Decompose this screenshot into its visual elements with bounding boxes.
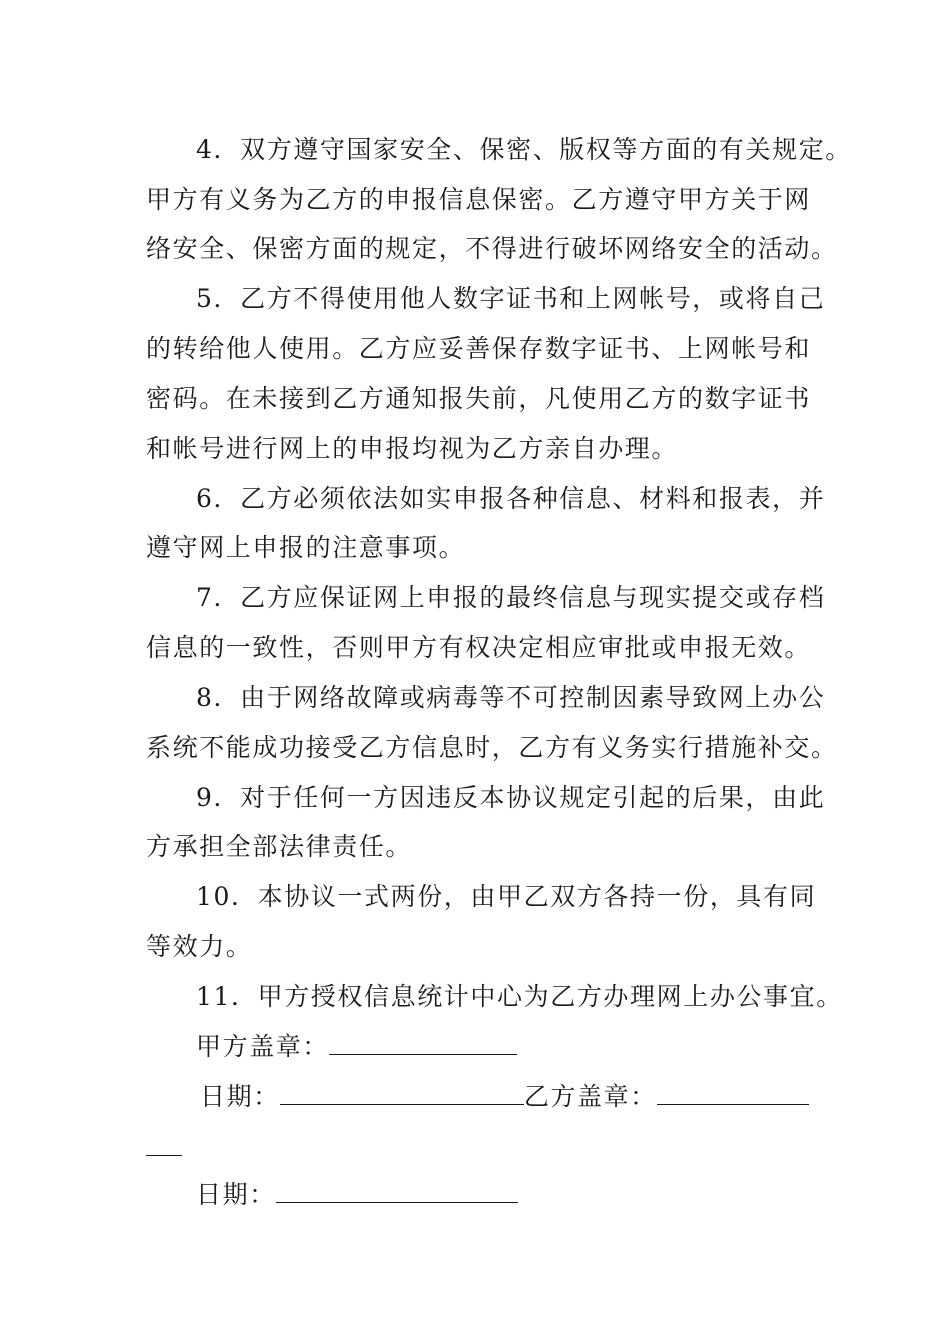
clause-6-line-2: 遵守网上申报的注意事项。 — [146, 533, 466, 562]
clause-10-line-2: 等效力。 — [146, 932, 253, 961]
date-row-2 — [196, 1178, 518, 1212]
clause-5-line-3: 密码。在未接到乙方通知报失前，凡使用乙方的数字证书 — [146, 384, 812, 413]
date-1-blank[interactable] — [280, 1082, 524, 1105]
party-b-seal-blank-continuation — [146, 1155, 182, 1156]
date-2-blank[interactable] — [276, 1180, 518, 1203]
date-label-2: 日期： — [196, 1180, 276, 1209]
clause-6-line-1: 6．乙方必须依法如实申报各种信息、材料和报表，并 — [196, 484, 826, 513]
date-label-1: 日期： — [200, 1082, 280, 1111]
party-a-seal-row — [196, 1030, 517, 1064]
clause-8-line-1: 8．由于网络故障或病毒等不可控制因素导致网上办公 — [196, 683, 826, 712]
clause-4-line-3: 络安全、保密方面的规定，不得进行破坏网络安全的活动。 — [146, 234, 838, 263]
party-a-seal-label: 甲方盖章： — [196, 1032, 330, 1061]
clause-5-line-1: 5．乙方不得使用他人数字证书和上网帐号，或将自己 — [196, 284, 826, 313]
clause-7-line-1: 7．乙方应保证网上申报的最终信息与现实提交或存档 — [196, 583, 826, 612]
clause-11-line-1: 11．甲方授权信息统计中心为乙方办理网上办公事宜。 — [196, 982, 843, 1011]
clause-5-line-2: 的转给他人使用。乙方应妥善保存数字证书、上网帐号和 — [146, 334, 812, 363]
party-b-seal-blank[interactable] — [657, 1082, 809, 1105]
clause-9-line-1: 9．对于任何一方因违反本协议规定引起的后果，由此 — [196, 783, 826, 812]
clause-9-line-2: 方承担全部法律责任。 — [146, 832, 413, 861]
clause-8-line-2: 系统不能成功接受乙方信息时，乙方有义务实行措施补交。 — [146, 733, 838, 762]
clause-4-line-1: 4．双方遵守国家安全、保密、版权等方面的有关规定。 — [196, 135, 852, 164]
clause-10-line-1: 10．本协议一式两份，由甲乙双方各持一份，具有同 — [196, 882, 817, 911]
party-b-seal-label: 乙方盖章： — [523, 1082, 657, 1111]
clause-7-line-2: 信息的一致性，否则甲方有权决定相应审批或申报无效。 — [146, 633, 812, 662]
party-a-seal-blank[interactable] — [329, 1032, 517, 1055]
clause-5-line-4: 和帐号进行网上的申报均视为乙方亲自办理。 — [146, 434, 679, 463]
clause-4-line-2: 甲方有义务为乙方的申报信息保密。乙方遵守甲方关于网 — [146, 185, 812, 214]
date-and-party-b-row — [200, 1080, 809, 1114]
